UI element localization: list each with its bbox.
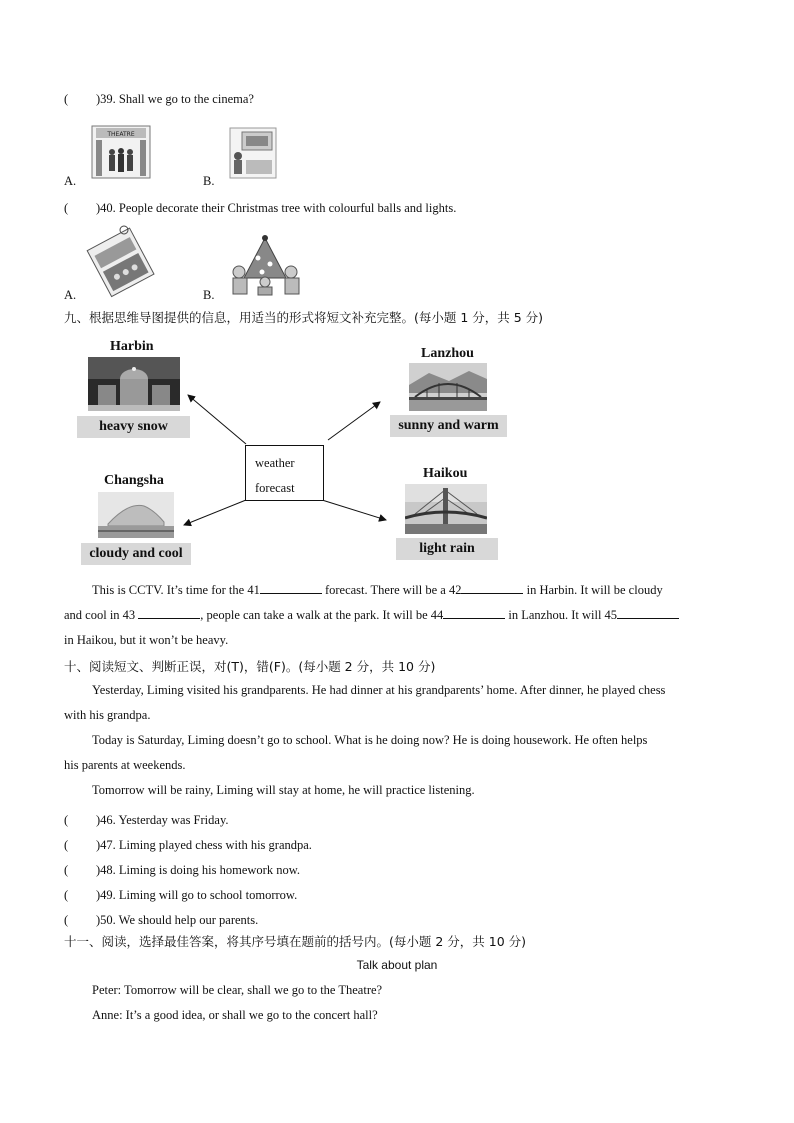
passage-line-2: and cool in 43 , people can take a walk at the park. It will be 44 in Lanzhou. It will 45 [64,603,730,628]
christmas-tree-picture [230,234,300,296]
judgement-item: ( )48. Liming is doing his homework now. [64,863,301,877]
blank-41[interactable] [260,581,322,594]
lanzhou-weather-label: sunny and warm [390,415,507,437]
judgement-item: ( )49. Liming will go to school tomorrow. [64,888,298,902]
question-text: )39. Shall we go to the cinema? [96,92,254,106]
harbin-photo [88,357,180,411]
blank-43[interactable] [138,606,200,619]
calendar-card-picture [86,224,156,298]
judgement-item: ( )50. We should help our parents. [64,913,259,927]
para-2-line-2: his parents at weekends. [64,758,186,772]
dialogue-line-2: Anne: It’s a good idea, or shall we go to the concert hall? [92,1008,378,1022]
passage-line-3: in Haikou, but it won’t be heavy. [64,633,229,647]
theatre-picture [90,124,152,180]
option-b-label: B. [203,174,215,188]
blank-42[interactable] [461,581,523,594]
section-9-heading: 九、根据思维导图提供的信息，用适当的形式将短文补充完整。(每小题 1 分，共 5 分) [64,310,544,325]
dialogue-line-1: Peter: Tomorrow will be clear, shall we go to the Theatre? [92,983,383,997]
section-10-heading: 十、阅读短文、判断正误，对(T)，错(F)。(每小题 2 分，共 10 分) [64,659,436,674]
lanzhou-photo [409,363,487,411]
judgement-item: ( )47. Liming played chess with his grandpa. [64,838,312,852]
cinema-picture [228,126,278,180]
section-10-passage [64,678,730,803]
city-changsha-name: Changsha [104,473,164,488]
center-line-2: forecast [255,481,295,495]
changsha-weather-label: cloudy and cool [81,543,191,565]
question-text: )40. People decorate their Christmas tree with colourful balls and lights. [96,201,457,215]
answer-paren: ( [64,92,69,106]
city-haikou-name: Haikou [423,466,468,481]
svg-text:THEATRE: THEATRE [107,131,135,138]
question-40 [64,201,456,216]
judgement-list [64,808,312,933]
harbin-weather-label: heavy snow [77,416,190,438]
city-harbin-name: Harbin [110,339,154,354]
para-3: Tomorrow will be rainy, Liming will stay at home, he will practice listening. [92,783,475,797]
para-2-line-1: Today is Saturday, Liming doesn’t go to school. What is he doing now? He is doing housework. He often helps [92,733,648,747]
city-lanzhou-name: Lanzhou [421,346,474,361]
changsha-photo [98,492,174,538]
weather-forecast-box [245,445,324,501]
section-11-heading: 十一、阅读，选择最佳答案，将其序号填在题前的括号内。(每小题 2 分，共 10 分) [64,934,527,949]
para-1-line-1: Yesterday, Liming visited his grandparents. He had dinner at his grandparents’ home. After dinner, he played chess [92,683,666,697]
answer-paren: ( [64,201,69,215]
dialogue-title: Talk about plan [356,958,438,972]
haikou-weather-label: light rain [396,538,498,560]
haikou-photo [405,484,487,534]
section-9-passage [64,578,730,653]
option-a-label: A. [64,288,77,302]
question-39 [64,92,254,107]
option-a-label: A. [64,174,77,188]
passage-line-1: This is CCTV. It’s time for the 41 forecast. There will be a 42 in Harbin. It will be cloudy [92,583,663,597]
option-b-label: B. [203,288,215,302]
center-line-1: weather [255,456,295,470]
judgement-item: ( )46. Yesterday was Friday. [64,813,229,827]
para-1-line-2: with his grandpa. [64,708,151,722]
blank-45[interactable] [617,606,679,619]
blank-44[interactable] [443,606,505,619]
